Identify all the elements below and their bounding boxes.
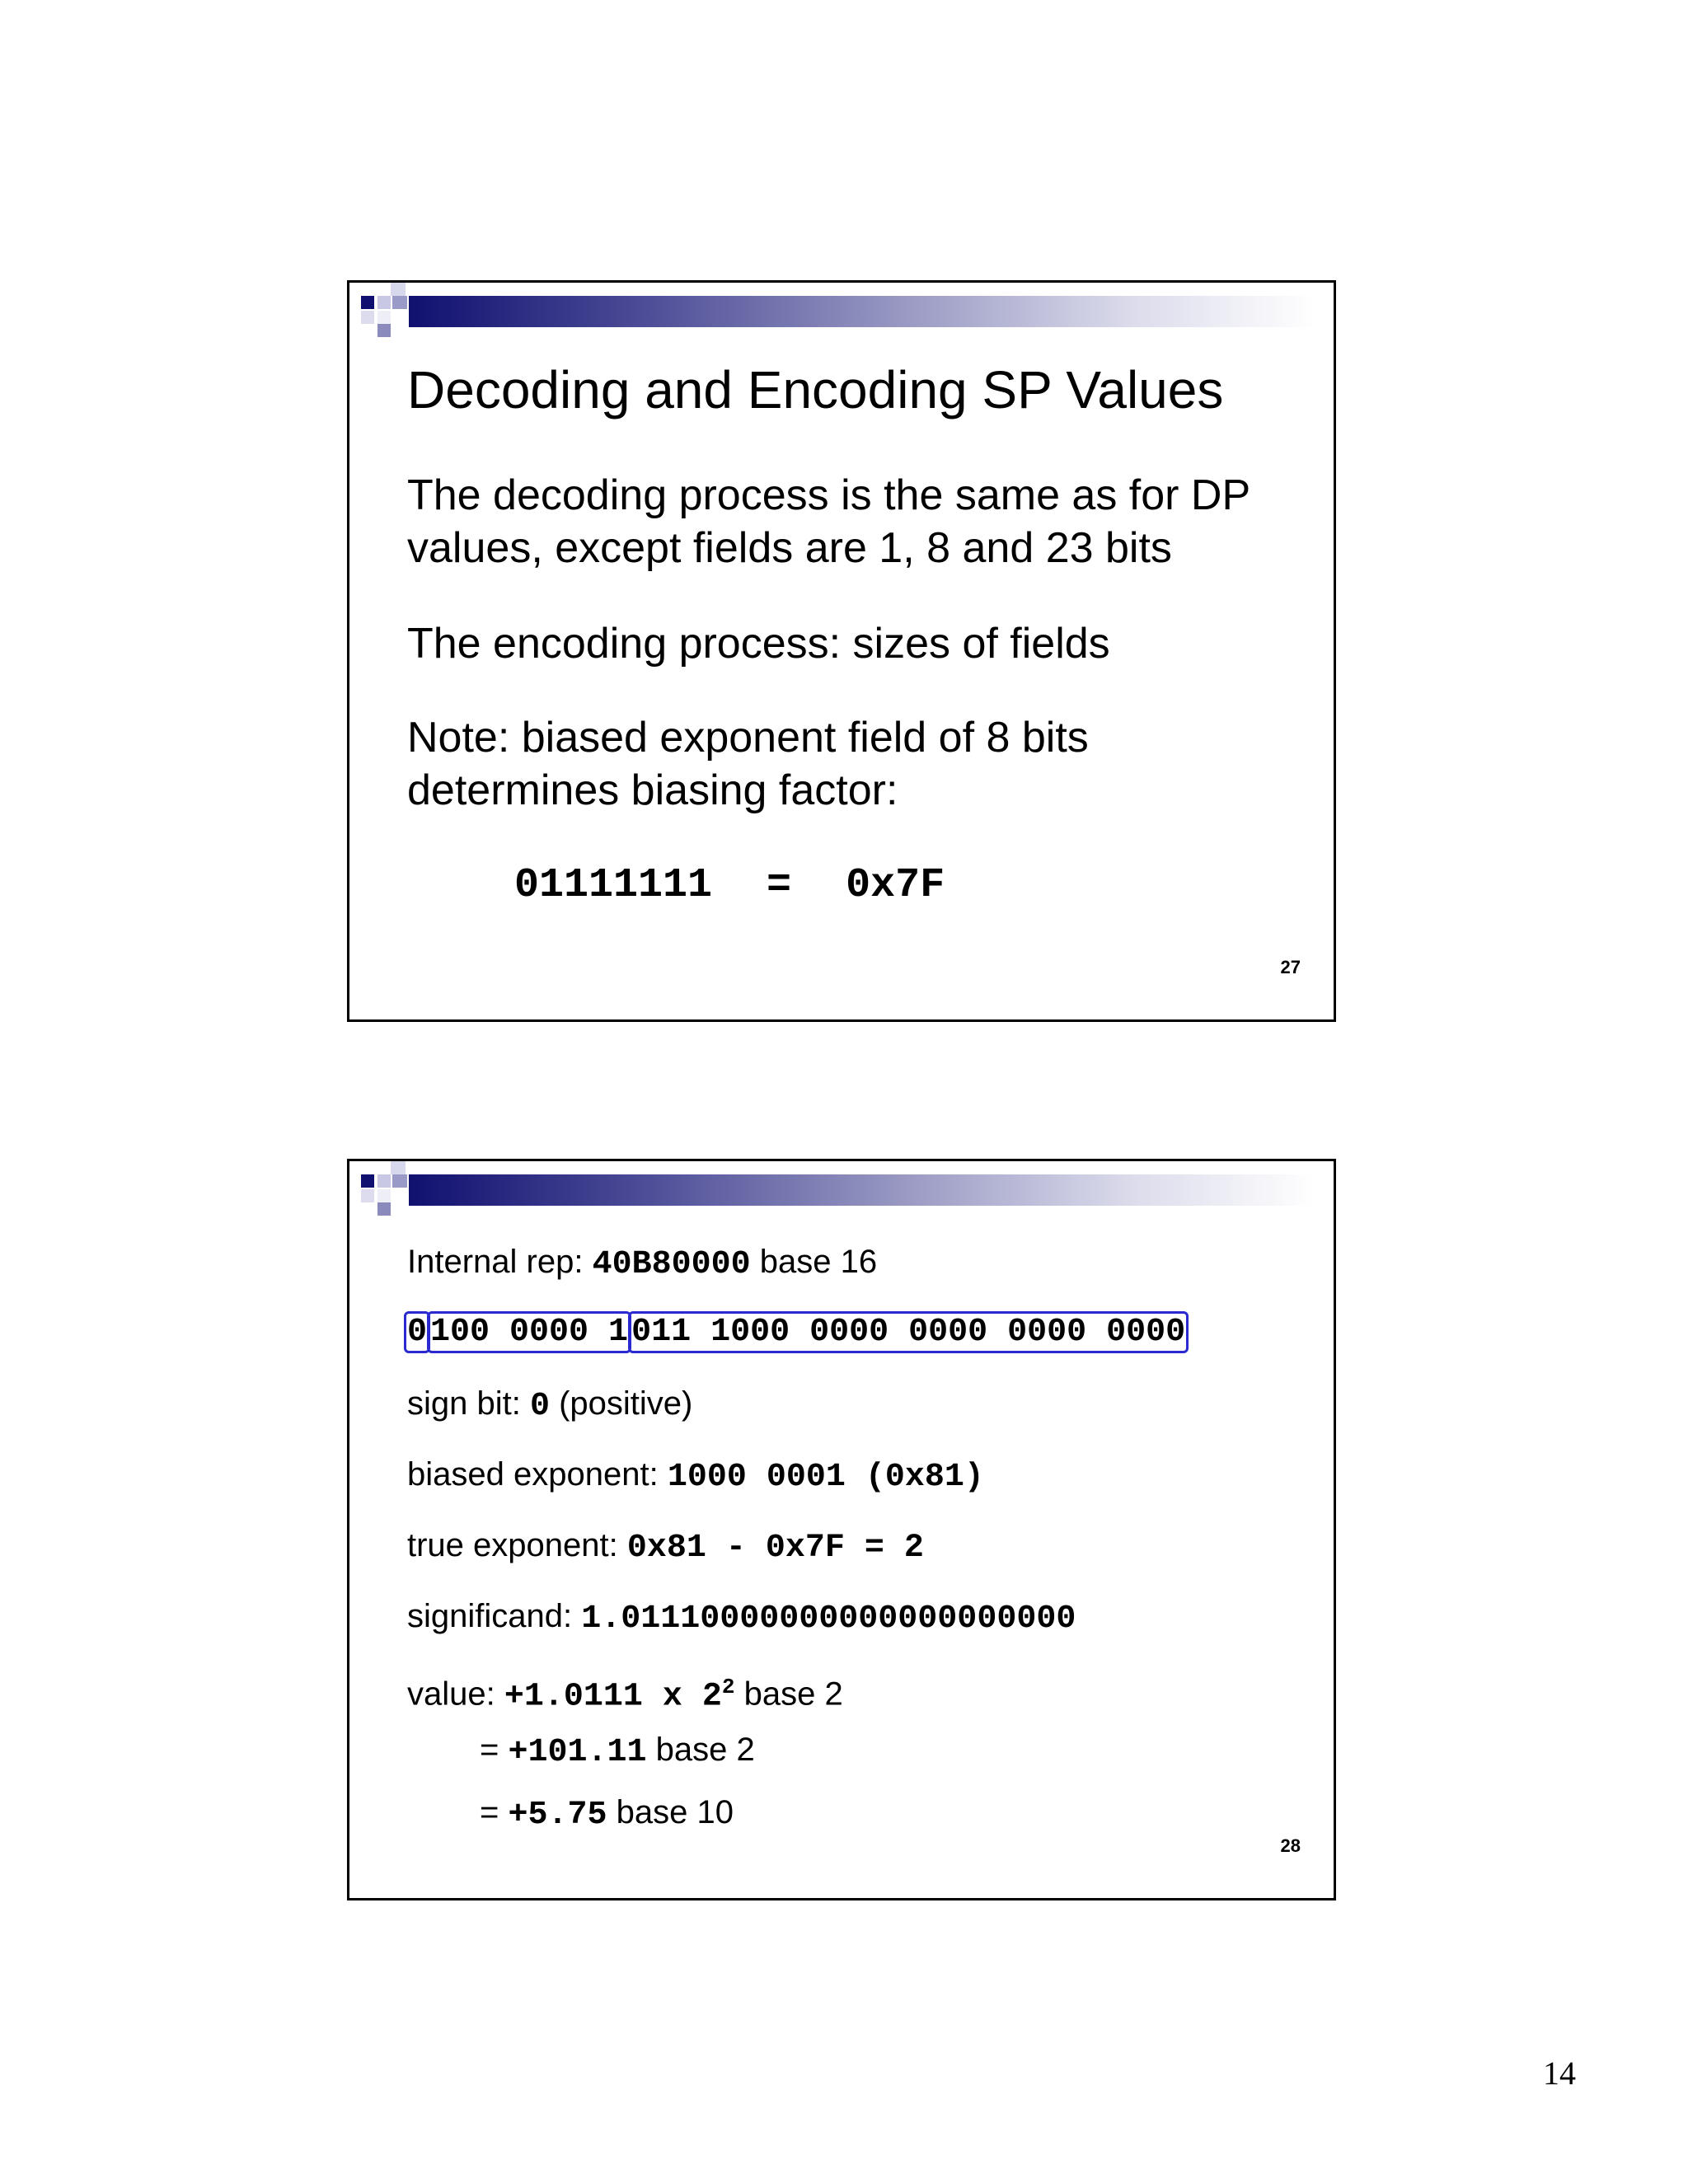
true-exponent-line: true exponent: 0x81 - 0x7F = 2 xyxy=(407,1527,924,1567)
bias-bits: 01111111 xyxy=(514,862,713,909)
paragraph-line: Note: biased exponent field of 8 bits xyxy=(407,714,1089,762)
paragraph-line: determines biasing factor: xyxy=(407,766,898,814)
paragraph-line: The encoding process: sizes of fields xyxy=(407,620,1110,668)
sign-field-box: 0 xyxy=(404,1311,430,1353)
slide-header-banner xyxy=(349,283,1339,340)
page-number: 14 xyxy=(1543,2055,1576,2092)
slide-28 xyxy=(347,1159,1336,1900)
value-equals-line: = +101.11 base 2 xyxy=(480,1732,755,1771)
slide-title: Decoding and Encoding SP Values xyxy=(407,360,1224,419)
bias-hex: 0x7F xyxy=(846,862,945,909)
internal-rep-value: 40B80000 xyxy=(592,1246,751,1283)
sign-bit-line: sign bit: 0 (positive) xyxy=(407,1385,693,1425)
fraction-field-box: 011 1000 0000 0000 0000 0000 xyxy=(628,1311,1189,1353)
slide-27 xyxy=(347,280,1336,1022)
equals-sign: = xyxy=(767,862,792,909)
bias-code-line xyxy=(514,860,945,912)
biased-exponent-line: biased exponent: 1000 0001 (0x81) xyxy=(407,1456,984,1496)
significand-line: significand: 1.01110000000000000000000 xyxy=(407,1598,1076,1638)
slide-number: 28 xyxy=(1280,1835,1301,1856)
exponent-field-box: 100 0000 1 xyxy=(427,1311,631,1353)
paragraph-line: The decoding process is the same as for DP xyxy=(407,471,1251,519)
slide-header-banner xyxy=(349,1161,1339,1219)
value-equals-line: = +5.75 base 10 xyxy=(480,1794,734,1834)
internal-rep-line: Internal rep: 40B80000 base 16 xyxy=(407,1244,878,1283)
exponent-superscript: 2 xyxy=(721,1675,735,1699)
bit-fields-line xyxy=(407,1311,1189,1354)
value-line: value: +1.0111 x $2^2$ base 2 xyxy=(407,1675,843,1716)
slide-number: 27 xyxy=(1280,957,1301,977)
paragraph-line: values, except fields are 1, 8 and 23 bits xyxy=(407,524,1172,572)
